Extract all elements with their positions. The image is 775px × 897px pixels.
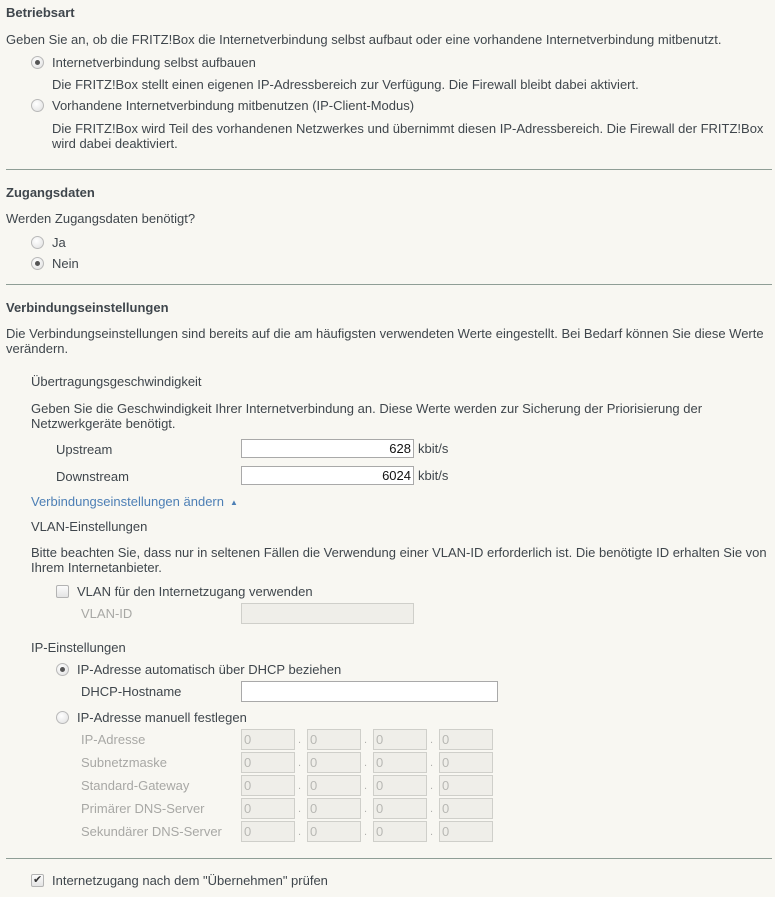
speed-description: Geben Sie die Geschwindigkeit Ihrer Internetverbindung an. Diese Werte werden zur Sicherung der Priorisierung der Netzwerkgeräte benötigt. — [31, 401, 703, 431]
radio-label[interactable]: IP-Adresse manuell festlegen — [77, 710, 247, 725]
ip-octet-input[interactable]: 0 — [439, 821, 493, 842]
radio-button-ip-client[interactable] — [31, 99, 44, 112]
section-divider — [6, 284, 772, 285]
upstream-unit: kbit/s — [418, 441, 449, 456]
option-description: Die FRITZ!Box stellt einen eigenen IP-Adressbereich zur Verfügung. Die Firewall bleibt dabei aktiviert. — [52, 77, 639, 92]
betriebsart-description: Geben Sie an, ob die FRITZ!Box die Internetverbindung selbst aufbaut oder eine vorhandene Internetverbindung mitbenutzt. — [6, 32, 722, 47]
upstream-label: Upstream — [56, 442, 113, 457]
ip-field-label: IP-Adresse — [81, 732, 146, 747]
octet-separator: . — [430, 803, 434, 815]
ip-octet-input[interactable]: 0 — [241, 775, 295, 796]
octet-separator: . — [298, 826, 302, 838]
downstream-unit: kbit/s — [418, 468, 449, 483]
octet-separator: . — [298, 757, 302, 769]
toggle-link-label[interactable]: Verbindungseinstellungen ändern — [31, 494, 224, 509]
check-after-apply-checkbox[interactable] — [31, 874, 44, 887]
dhcp-hostname-label: DHCP-Hostname — [81, 684, 182, 699]
octet-separator: . — [430, 826, 434, 838]
octet-separator: . — [364, 757, 368, 769]
radio-label[interactable]: Vorhandene Internetverbindung mitbenutzen (IP-Client-Modus) — [52, 98, 415, 113]
radio-button-ja[interactable] — [31, 236, 44, 249]
section-divider — [6, 858, 772, 859]
ip-octet-input[interactable]: 0 — [373, 752, 427, 773]
vlan-id-label: VLAN-ID — [81, 606, 133, 621]
ip-octet-input[interactable]: 0 — [241, 729, 295, 750]
subheading-ip-einstellungen: IP-Einstellungen — [31, 640, 126, 655]
upstream-input[interactable]: 628 — [241, 439, 414, 458]
ip-octet-input[interactable]: 0 — [241, 752, 295, 773]
zugangsdaten-question: Werden Zugangsdaten benötigt? — [6, 211, 196, 226]
ip-octet-input[interactable]: 0 — [241, 821, 295, 842]
ip-octet-input[interactable]: 0 — [307, 729, 361, 750]
radio-label[interactable]: Nein — [52, 256, 79, 271]
checkbox-label[interactable]: VLAN für den Internetzugang verwenden — [77, 584, 313, 599]
vlan-id-input[interactable] — [241, 603, 414, 624]
octet-separator: . — [430, 780, 434, 792]
downstream-input[interactable]: 6024 — [241, 466, 414, 485]
ip-octet-input[interactable]: 0 — [439, 775, 493, 796]
radio-button-nein[interactable] — [31, 257, 44, 270]
checkbox-label[interactable]: Internetzugang nach dem "Übernehmen" prüfen — [52, 873, 328, 888]
octet-separator: . — [430, 757, 434, 769]
option-description: Die FRITZ!Box wird Teil des vorhandenen Netzwerkes und übernimmt diesen IP-Adressbereich. Die Firewall der FRITZ!Box wird dabei deaktiviert. — [52, 121, 764, 151]
octet-separator: . — [364, 803, 368, 815]
ip-octet-input[interactable]: 0 — [373, 798, 427, 819]
section-heading-betriebsart: Betriebsart — [6, 5, 75, 20]
section-divider — [6, 169, 772, 170]
ip-octet-input[interactable]: 0 — [373, 775, 427, 796]
toggle-connection-settings-link[interactable] — [31, 494, 238, 510]
radio-label[interactable]: Ja — [52, 235, 66, 250]
ip-octet-input[interactable]: 0 — [307, 775, 361, 796]
dhcp-hostname-input[interactable] — [241, 681, 498, 702]
ip-field-label: Primärer DNS-Server — [81, 801, 205, 816]
ip-octet-input[interactable]: 0 — [373, 729, 427, 750]
octet-separator: . — [430, 734, 434, 746]
ip-field-label: Subnetzmaske — [81, 755, 167, 770]
octet-separator: . — [298, 734, 302, 746]
ip-field-label: Standard-Gateway — [81, 778, 190, 793]
subheading-vlan: VLAN-Einstellungen — [31, 519, 148, 534]
vlan-description: Bitte beachten Sie, dass nur in seltenen Fällen die Verwendung einer VLAN-ID erforderlich ist. Die benötigte ID erhalten Sie von Ihrem Internetanbieter. — [31, 545, 767, 575]
ip-octet-input[interactable]: 0 — [307, 752, 361, 773]
section-heading-zugangsdaten: Zugangsdaten — [6, 185, 95, 200]
radio-button-dhcp[interactable] — [56, 663, 69, 676]
octet-separator: . — [298, 780, 302, 792]
subheading-uebertragungsgeschwindigkeit: Übertragungsgeschwindigkeit — [31, 374, 202, 389]
ip-octet-input[interactable]: 0 — [439, 752, 493, 773]
octet-separator: . — [364, 734, 368, 746]
ip-octet-input[interactable]: 0 — [439, 798, 493, 819]
ip-octet-input[interactable]: 0 — [241, 798, 295, 819]
downstream-label: Downstream — [56, 469, 129, 484]
verbindung-description: Die Verbindungseinstellungen sind bereits auf die am häufigsten verwendeten Werte eingestellt. Bei Bedarf können Sie diese Werte verändern. — [6, 326, 764, 356]
section-heading-verbindungseinstellungen: Verbindungseinstellungen — [6, 300, 169, 315]
ip-octet-input[interactable]: 0 — [307, 798, 361, 819]
octet-separator: . — [298, 803, 302, 815]
ip-octet-input[interactable]: 0 — [373, 821, 427, 842]
octet-separator: . — [364, 826, 368, 838]
ip-octet-input[interactable]: 0 — [307, 821, 361, 842]
triangle-up-icon: ▲ — [230, 498, 238, 507]
ip-field-label: Sekundärer DNS-Server — [81, 824, 222, 839]
radio-button-manual-ip[interactable] — [56, 711, 69, 724]
vlan-checkbox[interactable] — [56, 585, 69, 598]
octet-separator: . — [364, 780, 368, 792]
radio-label[interactable]: IP-Adresse automatisch über DHCP beziehen — [77, 662, 342, 677]
ip-octet-input[interactable]: 0 — [439, 729, 493, 750]
radio-button-selbst-aufbauen[interactable] — [31, 56, 44, 69]
radio-label[interactable]: Internetverbindung selbst aufbauen — [52, 55, 256, 70]
